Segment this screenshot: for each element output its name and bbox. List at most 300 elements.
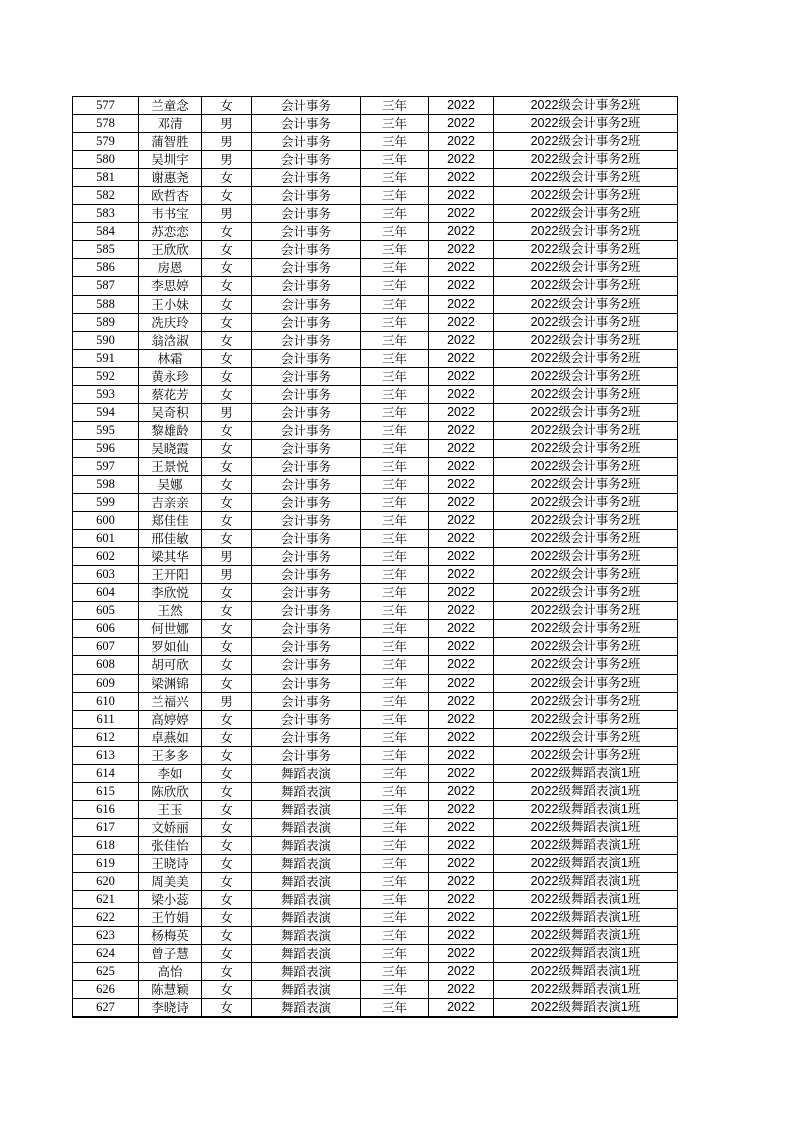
class-name-cell: 2022级会计事务2班 [494,548,678,566]
enrollment-year-cell: 2022 [429,385,494,403]
table-row [73,891,678,909]
program-length-cell: 三年 [361,530,429,548]
program-length-cell: 三年 [361,981,429,999]
student-name-cell: 王小妹 [139,295,202,313]
program-length-cell: 三年 [361,873,429,891]
table-row [73,602,678,620]
row-number-cell: 577 [73,97,139,115]
row-number-cell: 595 [73,421,139,439]
table-row [73,205,678,223]
major-cell: 舞蹈表演 [252,963,361,981]
gender-cell: 女 [202,349,252,367]
row-number-cell: 609 [73,674,139,692]
major-cell: 会计事务 [252,169,361,187]
student-name-cell: 翁浛淑 [139,331,202,349]
enrollment-year-cell: 2022 [429,656,494,674]
major-cell: 会计事务 [252,475,361,493]
class-name-cell: 2022级会计事务2班 [494,746,678,764]
major-cell: 会计事务 [252,692,361,710]
enrollment-year-cell: 2022 [429,421,494,439]
student-roster-table [72,96,678,1018]
table-row [73,97,678,115]
major-cell: 会计事务 [252,223,361,241]
gender-cell: 女 [202,638,252,656]
program-length-cell: 三年 [361,151,429,169]
gender-cell: 女 [202,259,252,277]
student-name-cell: 王欣欣 [139,241,202,259]
class-name-cell: 2022级会计事务2班 [494,331,678,349]
gender-cell: 女 [202,999,252,1018]
program-length-cell: 三年 [361,97,429,115]
major-cell: 会计事务 [252,584,361,602]
class-name-cell: 2022级会计事务2班 [494,584,678,602]
class-name-cell: 2022级舞蹈表演1班 [494,854,678,872]
enrollment-year-cell: 2022 [429,746,494,764]
class-name-cell: 2022级会计事务2班 [494,494,678,512]
table-row [73,241,678,259]
table-row [73,313,678,331]
row-number-cell: 627 [73,999,139,1018]
program-length-cell: 三年 [361,259,429,277]
class-name-cell: 2022级舞蹈表演1班 [494,927,678,945]
row-number-cell: 603 [73,566,139,584]
row-number-cell: 607 [73,638,139,656]
class-name-cell: 2022级会计事务2班 [494,656,678,674]
gender-cell: 男 [202,133,252,151]
program-length-cell: 三年 [361,385,429,403]
student-name-cell: 胡可欣 [139,656,202,674]
major-cell: 会计事务 [252,674,361,692]
row-number-cell: 626 [73,981,139,999]
student-name-cell: 李晓诗 [139,999,202,1018]
enrollment-year-cell: 2022 [429,115,494,133]
table-row [73,674,678,692]
class-name-cell: 2022级会计事务2班 [494,728,678,746]
class-name-cell: 2022级会计事务2班 [494,512,678,530]
table-row [73,133,678,151]
table-row [73,494,678,512]
program-length-cell: 三年 [361,927,429,945]
row-number-cell: 602 [73,548,139,566]
program-length-cell: 三年 [361,620,429,638]
table-row [73,421,678,439]
program-length-cell: 三年 [361,169,429,187]
student-name-cell: 吴奇积 [139,403,202,421]
program-length-cell: 三年 [361,277,429,295]
class-name-cell: 2022级舞蹈表演1班 [494,818,678,836]
enrollment-year-cell: 2022 [429,313,494,331]
row-number-cell: 621 [73,891,139,909]
gender-cell: 男 [202,692,252,710]
table-row [73,385,678,403]
table-row [73,403,678,421]
gender-cell: 男 [202,151,252,169]
enrollment-year-cell: 2022 [429,981,494,999]
enrollment-year-cell: 2022 [429,963,494,981]
class-name-cell: 2022级舞蹈表演1班 [494,909,678,927]
gender-cell: 女 [202,782,252,800]
major-cell: 舞蹈表演 [252,981,361,999]
gender-cell: 女 [202,241,252,259]
row-number-cell: 583 [73,205,139,223]
class-name-cell: 2022级会计事务2班 [494,223,678,241]
program-length-cell: 三年 [361,746,429,764]
row-number-cell: 605 [73,602,139,620]
student-name-cell: 周美美 [139,873,202,891]
student-name-cell: 梁其华 [139,548,202,566]
student-name-cell: 李欣悦 [139,584,202,602]
major-cell: 会计事务 [252,710,361,728]
gender-cell: 男 [202,548,252,566]
class-name-cell: 2022级会计事务2班 [494,169,678,187]
gender-cell: 女 [202,728,252,746]
row-number-cell: 578 [73,115,139,133]
enrollment-year-cell: 2022 [429,692,494,710]
program-length-cell: 三年 [361,295,429,313]
table-row [73,349,678,367]
student-name-cell: 文娇丽 [139,818,202,836]
class-name-cell: 2022级会计事务2班 [494,439,678,457]
major-cell: 会计事务 [252,656,361,674]
program-length-cell: 三年 [361,674,429,692]
gender-cell: 男 [202,205,252,223]
class-name-cell: 2022级会计事务2班 [494,349,678,367]
table-row [73,710,678,728]
table-row [73,800,678,818]
student-name-cell: 韦书宝 [139,205,202,223]
class-name-cell: 2022级会计事务2班 [494,259,678,277]
program-length-cell: 三年 [361,475,429,493]
class-name-cell: 2022级会计事务2班 [494,115,678,133]
table-row [73,999,678,1018]
row-number-cell: 601 [73,530,139,548]
table-row [73,981,678,999]
table-row [73,530,678,548]
enrollment-year-cell: 2022 [429,367,494,385]
enrollment-year-cell: 2022 [429,764,494,782]
row-number-cell: 592 [73,367,139,385]
class-name-cell: 2022级会计事务2班 [494,385,678,403]
class-name-cell: 2022级会计事务2班 [494,367,678,385]
row-number-cell: 624 [73,945,139,963]
program-length-cell: 三年 [361,457,429,475]
enrollment-year-cell: 2022 [429,512,494,530]
program-length-cell: 三年 [361,638,429,656]
major-cell: 会计事务 [252,548,361,566]
row-number-cell: 611 [73,710,139,728]
row-number-cell: 606 [73,620,139,638]
class-name-cell: 2022级会计事务2班 [494,457,678,475]
program-length-cell: 三年 [361,133,429,151]
gender-cell: 女 [202,223,252,241]
row-number-cell: 600 [73,512,139,530]
student-name-cell: 冼庆玲 [139,313,202,331]
student-name-cell: 高婷婷 [139,710,202,728]
row-number-cell: 619 [73,854,139,872]
table-row [73,909,678,927]
enrollment-year-cell: 2022 [429,548,494,566]
table-row [73,512,678,530]
program-length-cell: 三年 [361,403,429,421]
enrollment-year-cell: 2022 [429,187,494,205]
enrollment-year-cell: 2022 [429,169,494,187]
gender-cell: 女 [202,457,252,475]
program-length-cell: 三年 [361,692,429,710]
table-row [73,115,678,133]
table-row [73,746,678,764]
major-cell: 舞蹈表演 [252,873,361,891]
major-cell: 会计事务 [252,439,361,457]
gender-cell: 女 [202,891,252,909]
major-cell: 会计事务 [252,331,361,349]
class-name-cell: 2022级舞蹈表演1班 [494,873,678,891]
major-cell: 舞蹈表演 [252,836,361,854]
major-cell: 会计事务 [252,530,361,548]
student-name-cell: 王玉 [139,800,202,818]
gender-cell: 女 [202,602,252,620]
major-cell: 会计事务 [252,512,361,530]
row-number-cell: 608 [73,656,139,674]
gender-cell: 女 [202,674,252,692]
program-length-cell: 三年 [361,945,429,963]
row-number-cell: 597 [73,457,139,475]
gender-cell: 男 [202,403,252,421]
class-name-cell: 2022级会计事务2班 [494,313,678,331]
row-number-cell: 593 [73,385,139,403]
program-length-cell: 三年 [361,909,429,927]
class-name-cell: 2022级舞蹈表演1班 [494,891,678,909]
class-name-cell: 2022级舞蹈表演1班 [494,945,678,963]
enrollment-year-cell: 2022 [429,475,494,493]
student-name-cell: 王开阳 [139,566,202,584]
student-name-cell: 王竹娟 [139,909,202,927]
major-cell: 会计事务 [252,241,361,259]
table-row [73,728,678,746]
major-cell: 会计事务 [252,602,361,620]
enrollment-year-cell: 2022 [429,241,494,259]
enrollment-year-cell: 2022 [429,277,494,295]
enrollment-year-cell: 2022 [429,133,494,151]
class-name-cell: 2022级舞蹈表演1班 [494,800,678,818]
class-name-cell: 2022级会计事务2班 [494,205,678,223]
gender-cell: 女 [202,584,252,602]
program-length-cell: 三年 [361,999,429,1018]
student-roster-sheet [72,96,678,1018]
major-cell: 舞蹈表演 [252,999,361,1018]
row-number-cell: 587 [73,277,139,295]
student-name-cell: 吴娜 [139,475,202,493]
class-name-cell: 2022级会计事务2班 [494,295,678,313]
student-name-cell: 王晓诗 [139,854,202,872]
major-cell: 会计事务 [252,746,361,764]
program-length-cell: 三年 [361,548,429,566]
row-number-cell: 610 [73,692,139,710]
program-length-cell: 三年 [361,963,429,981]
table-row [73,692,678,710]
gender-cell: 女 [202,854,252,872]
program-length-cell: 三年 [361,115,429,133]
class-name-cell: 2022级会计事务2班 [494,710,678,728]
gender-cell: 女 [202,656,252,674]
table-row [73,548,678,566]
class-name-cell: 2022级会计事务2班 [494,241,678,259]
enrollment-year-cell: 2022 [429,403,494,421]
student-name-cell: 兰福兴 [139,692,202,710]
major-cell: 会计事务 [252,421,361,439]
enrollment-year-cell: 2022 [429,891,494,909]
row-number-cell: 585 [73,241,139,259]
student-name-cell: 黎雄龄 [139,421,202,439]
gender-cell: 女 [202,909,252,927]
table-row [73,223,678,241]
row-number-cell: 620 [73,873,139,891]
class-name-cell: 2022级舞蹈表演1班 [494,764,678,782]
student-name-cell: 梁小蕊 [139,891,202,909]
table-row [73,764,678,782]
enrollment-year-cell: 2022 [429,97,494,115]
enrollment-year-cell: 2022 [429,782,494,800]
enrollment-year-cell: 2022 [429,927,494,945]
student-name-cell: 欧哲杏 [139,187,202,205]
row-number-cell: 615 [73,782,139,800]
class-name-cell: 2022级舞蹈表演1班 [494,999,678,1018]
row-number-cell: 617 [73,818,139,836]
class-name-cell: 2022级会计事务2班 [494,674,678,692]
enrollment-year-cell: 2022 [429,873,494,891]
gender-cell: 女 [202,800,252,818]
major-cell: 舞蹈表演 [252,909,361,927]
enrollment-year-cell: 2022 [429,205,494,223]
program-length-cell: 三年 [361,566,429,584]
enrollment-year-cell: 2022 [429,999,494,1018]
gender-cell: 女 [202,873,252,891]
program-length-cell: 三年 [361,439,429,457]
major-cell: 舞蹈表演 [252,945,361,963]
student-name-cell: 邓清 [139,115,202,133]
student-name-cell: 房恩 [139,259,202,277]
class-name-cell: 2022级舞蹈表演1班 [494,836,678,854]
row-number-cell: 582 [73,187,139,205]
class-name-cell: 2022级会计事务2班 [494,692,678,710]
major-cell: 会计事务 [252,151,361,169]
class-name-cell: 2022级会计事务2班 [494,151,678,169]
row-number-cell: 580 [73,151,139,169]
major-cell: 会计事务 [252,187,361,205]
row-number-cell: 596 [73,439,139,457]
gender-cell: 女 [202,367,252,385]
gender-cell: 女 [202,475,252,493]
enrollment-year-cell: 2022 [429,584,494,602]
class-name-cell: 2022级会计事务2班 [494,97,678,115]
table-row [73,638,678,656]
table-row [73,620,678,638]
major-cell: 舞蹈表演 [252,891,361,909]
gender-cell: 女 [202,277,252,295]
major-cell: 舞蹈表演 [252,854,361,872]
gender-cell: 女 [202,295,252,313]
program-length-cell: 三年 [361,782,429,800]
program-length-cell: 三年 [361,367,429,385]
class-name-cell: 2022级会计事务2班 [494,421,678,439]
student-name-cell: 苏恋恋 [139,223,202,241]
gender-cell: 女 [202,313,252,331]
row-number-cell: 589 [73,313,139,331]
program-length-cell: 三年 [361,331,429,349]
major-cell: 舞蹈表演 [252,782,361,800]
gender-cell: 女 [202,927,252,945]
enrollment-year-cell: 2022 [429,223,494,241]
major-cell: 舞蹈表演 [252,800,361,818]
table-row [73,854,678,872]
program-length-cell: 三年 [361,241,429,259]
row-number-cell: 604 [73,584,139,602]
program-length-cell: 三年 [361,764,429,782]
class-name-cell: 2022级会计事务2班 [494,403,678,421]
table-row [73,818,678,836]
class-name-cell: 2022级舞蹈表演1班 [494,981,678,999]
program-length-cell: 三年 [361,818,429,836]
student-name-cell: 王然 [139,602,202,620]
table-row [73,584,678,602]
student-name-cell: 曾子慧 [139,945,202,963]
major-cell: 会计事务 [252,457,361,475]
enrollment-year-cell: 2022 [429,909,494,927]
enrollment-year-cell: 2022 [429,674,494,692]
student-name-cell: 吴晓霞 [139,439,202,457]
major-cell: 会计事务 [252,385,361,403]
gender-cell: 女 [202,187,252,205]
student-name-cell: 陈慧颖 [139,981,202,999]
program-length-cell: 三年 [361,205,429,223]
row-number-cell: 586 [73,259,139,277]
program-length-cell: 三年 [361,656,429,674]
student-name-cell: 张佳怡 [139,836,202,854]
table-row [73,873,678,891]
class-name-cell: 2022级舞蹈表演1班 [494,963,678,981]
gender-cell: 女 [202,331,252,349]
program-length-cell: 三年 [361,349,429,367]
major-cell: 会计事务 [252,728,361,746]
class-name-cell: 2022级舞蹈表演1班 [494,782,678,800]
student-name-cell: 黄永珍 [139,367,202,385]
row-number-cell: 614 [73,764,139,782]
enrollment-year-cell: 2022 [429,349,494,367]
major-cell: 会计事务 [252,566,361,584]
gender-cell: 女 [202,530,252,548]
program-length-cell: 三年 [361,313,429,331]
gender-cell: 女 [202,169,252,187]
program-length-cell: 三年 [361,602,429,620]
row-number-cell: 594 [73,403,139,421]
table-row [73,295,678,313]
row-number-cell: 579 [73,133,139,151]
student-name-cell: 吴圳宇 [139,151,202,169]
enrollment-year-cell: 2022 [429,295,494,313]
program-length-cell: 三年 [361,223,429,241]
major-cell: 会计事务 [252,638,361,656]
major-cell: 会计事务 [252,97,361,115]
enrollment-year-cell: 2022 [429,800,494,818]
program-length-cell: 三年 [361,584,429,602]
enrollment-year-cell: 2022 [429,836,494,854]
program-length-cell: 三年 [361,421,429,439]
class-name-cell: 2022级会计事务2班 [494,187,678,205]
student-name-cell: 王景悦 [139,457,202,475]
major-cell: 会计事务 [252,259,361,277]
gender-cell: 女 [202,836,252,854]
table-row [73,566,678,584]
gender-cell: 女 [202,512,252,530]
